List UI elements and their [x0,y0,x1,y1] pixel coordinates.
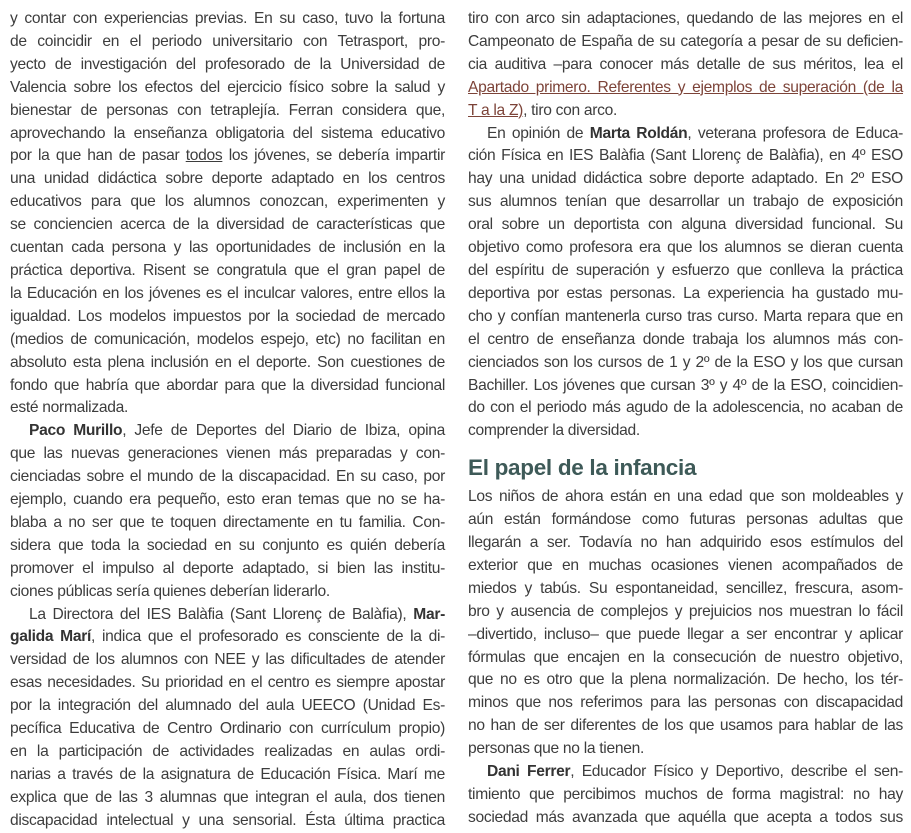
text-line [10,672,445,695]
text-line [468,420,903,443]
text-segment: no han de ser diferentes de los que usamos para hablar de las [468,717,903,735]
section-heading: El papel de la infancia [468,455,697,481]
text-segment: , indica que el profesorado es consciente de la di- [91,628,445,646]
text-line [10,191,445,214]
text-segment: discapacidad intelectual y una sensorial. Ésta última practica [10,811,445,829]
text-line [468,669,903,692]
text-line [468,123,903,146]
emphasized-word: todos [185,147,223,165]
text-segment: ejemplo, cuando era pequeño, esto eran temas que no se ha- [10,491,445,509]
text-segment: do con el periodo más agudo de la adolescencia, no acaban de [468,399,903,417]
text-segment: exterior que en muchas ocasiones vienen acompañados de [468,556,903,574]
text-segment: aún están formándose como futuras personas adultas que [468,511,903,529]
text-line [10,306,445,329]
text-line [10,168,445,191]
text-line [468,807,903,830]
text-segment: Bachiller. Los jóvenes que cursan 3º y 4º de la ESO, coincidien- [468,376,903,394]
text-segment: sociedad más avanzada que aquélla que acepta a todos sus [468,808,903,826]
link-apartado-primero[interactable]: T a la Z) [468,101,524,119]
text-segment: En opinión de [487,124,590,142]
text-line [10,145,445,168]
text-segment: y contar con experiencias previas. En su caso, tuvo la fortuna [10,10,445,27]
text-segment: –divertido, incluso– que puede llegar a ser encontrar y aplicar [468,625,903,643]
right-column [468,8,903,831]
text-line [468,761,903,784]
text-line [468,237,903,260]
text-segment: la Educación en los jóvenes es el inculcar valores, entre ellos la [10,284,445,302]
text-line [468,214,903,237]
text-segment: por la integración del alumnado del aula UEECO (Unidad Es- [10,697,445,715]
paragraph [468,486,903,761]
text-segment: , tiro con arco. [523,101,618,119]
text-line [468,715,903,738]
text-line [468,168,903,191]
text-line [468,145,903,168]
text-segment: cia auditiva –para conocer más detalle de sus méritos, lea el [468,55,903,73]
text-segment: sidera que toda la sociedad en su conjunto es quién debería [10,536,445,554]
text-line [10,535,445,558]
person-name: Marta Roldán [589,124,688,142]
paragraph [468,8,903,123]
text-line [468,352,903,375]
text-line [468,283,903,306]
paragraph [10,604,445,833]
text-segment: llegarán a ser. Todavía no han adquirido esos estímulos del [468,534,903,552]
text-line [468,692,903,715]
text-line [10,397,445,420]
text-line [10,77,445,100]
text-segment: ciones públicas sería quienes deberían liderarlo. [10,582,330,600]
text-line [10,375,445,398]
text-segment: explica que de las 3 alumnas que integran el aula, dos tienen [10,788,445,806]
person-name: Mar- [413,605,445,623]
text-segment: , veterana profesora de Educa- [687,124,904,142]
text-line [10,443,445,466]
text-segment: ción Física en IES Balàfia (Sant Llorenç de Balàfia), en 4º ESO [468,147,903,165]
text-line [10,512,445,535]
text-segment: tiro con arco sin adaptaciones, quedando de las mejores en el [468,10,903,27]
text-segment: hay una unidad didáctica sobre deporte adaptado. En 2º ESO [468,170,903,188]
text-line [10,283,445,306]
text-segment: Campeonato de España de su categoría a pesar de su deficien- [468,32,903,50]
text-line [468,260,903,283]
text-line [468,624,903,647]
text-segment: Los niños de ahora están en una edad que son moldeables y [468,488,903,506]
text-line [10,810,445,833]
text-line [10,31,445,54]
text-segment: blaba a no ser que te toquen directamente en tu familia. Con- [10,513,445,531]
text-segment: oral sobre un deportista con alguna diversidad funcional. Su [468,216,903,234]
text-segment: objetivo como profesora era que los alumnos se dieran cuenta [468,239,903,257]
text-line [10,764,445,787]
text-line [10,100,445,123]
text-segment: el centro de enseñanza donde trabaja los alumnos más con- [468,330,903,348]
text-line [10,718,445,741]
text-segment: fondo que habría que abordar para que la diversidad funcional [10,376,445,394]
person-name: galida Marí [10,628,92,646]
text-segment: esté normalizada. [10,399,128,417]
text-line [10,626,445,649]
text-line [468,8,903,31]
text-line [468,329,903,352]
text-segment: pecífica Educativa de Centro Ordinario con currículum propio) [10,720,445,738]
text-line [10,466,445,489]
person-name: Paco Murillo [29,422,123,440]
text-segment: por la que han de pasar [10,147,186,165]
text-segment: práctica deportiva. Risent se congratula que el gran papel de [10,261,445,279]
text-line [468,532,903,555]
text-segment: (medios de comunicación, modelos espejo, etc) no facilitan en [10,330,445,348]
text-line [468,191,903,214]
text-line [10,695,445,718]
text-segment: cienciados son los cursos de 1 y 2º de la ESO y los que cursan [468,353,903,371]
text-line [468,509,903,532]
text-segment: cienciadas sobre el mundo de la discapacidad. En su caso, por [10,468,445,486]
text-segment: La Directora del IES Balàfia (Sant Llorenç de Balàfia), [29,605,414,623]
text-segment: igualdad. Los modelos impuestos por la sociedad de mercado [10,307,445,325]
text-segment: los jóvenes, se debería impartir [222,147,446,165]
text-segment: educativos para que los alumnos conozcan, experimenten y [10,193,445,211]
text-line [10,54,445,77]
link-apartado-primero[interactable]: Apartado primero. Referentes y ejemplos de superación (de la [468,78,903,96]
text-segment: timiento que percibimos muchos de forma magistral: no hay [468,786,903,803]
text-line [468,54,903,77]
text-line [10,260,445,283]
paragraph [10,8,445,420]
text-segment: cuentan cada persona y las oportunidades de inclusión en la [10,239,445,257]
text-segment: absoluto esta plena inclusión en el deporte. Son cuestiones de [10,353,445,371]
text-segment: que las nuevas generaciones vienen más preparadas y con- [10,445,445,463]
text-segment: fórmulas que encajen en la consecución de nuestro objetivo, [468,648,903,666]
text-segment: se conciencien acerca de la diversidad de características que [10,216,445,234]
text-line [10,787,445,810]
text-line [468,486,903,509]
paragraph [468,123,903,444]
text-line [468,31,903,54]
text-segment: del espíritu de superación y esfuerzo que conlleva la práctica [468,261,903,279]
text-line [10,741,445,764]
text-segment: bro y ausencia de complejos y prejuicios nos muestran lo fácil [468,602,903,620]
person-name: Dani Ferrer [487,763,571,781]
text-segment: cho y confían mantenerla curso tras curso. Marta repara que en [468,307,903,325]
text-line [10,237,445,260]
text-segment: aprovechando la enseñanza obligatoria del sistema educativo [10,124,445,142]
text-segment: una unidad didáctica sobre deporte adaptado en los centros [10,170,445,188]
text-segment: Valencia sobre los efectos del ejercicio físico sobre la salud y [10,78,445,96]
text-line [468,784,903,807]
text-line [10,420,445,443]
text-line [10,649,445,672]
text-segment: que no es otro que la plena normalización. De hecho, los tér- [468,671,903,689]
text-line [468,77,903,100]
text-line [468,397,903,420]
text-line [10,8,445,31]
text-segment: sus alumnos tenían que desarrollar un trabajo de exposición [468,193,903,211]
text-segment: en la participación de actividades realizadas en aulas ordi- [10,743,445,760]
text-line [10,329,445,352]
text-line [10,489,445,512]
text-segment: versidad de los alumnos con NEE y las dificultades de atender [10,651,445,669]
text-segment: deportiva por estas personas. La experiencia ha gustado mu- [468,284,903,302]
text-line [468,555,903,578]
text-segment: , Jefe de Deportes del Diario de Ibiza, opina [122,422,445,440]
text-segment: esas necesidades. Su prioridad en el centro es siempre apostar [10,674,445,692]
text-segment: minos que nos referimos para las personas con discapacidad [468,694,903,712]
text-segment: personas que no la tienen. [468,740,644,758]
text-line [468,578,903,601]
text-line [468,375,903,398]
text-line [468,306,903,329]
text-line [468,738,903,761]
text-segment: de coincidir en el periodo universitario con Tetrasport, pro- [10,32,445,50]
text-segment: yecto de investigación del profesorado de la Universidad de [10,55,445,73]
text-line [10,352,445,375]
text-segment: miedos y tabús. Su espontaneidad, sencillez, frescura, asom- [468,579,903,597]
text-line [468,647,903,670]
left-column [10,8,445,831]
text-line [10,558,445,581]
text-line [468,601,903,624]
text-line [468,100,903,123]
text-segment: comprender la diversidad. [468,422,640,440]
text-segment: , Educador Físico y Deportivo, describe el sen- [570,763,903,781]
text-line [10,214,445,237]
text-line [10,581,445,604]
paragraph [468,761,903,830]
paragraph [10,420,445,603]
text-line [10,604,445,627]
text-segment: bienestar de personas con tetraplejía. Ferran considera que, [10,101,445,119]
text-line [10,123,445,146]
text-segment: promover el impulso al deporte adaptado, si bien las institu- [10,559,445,577]
text-segment: narias a través de la asignatura de Educación Física. Marí me [10,765,445,783]
